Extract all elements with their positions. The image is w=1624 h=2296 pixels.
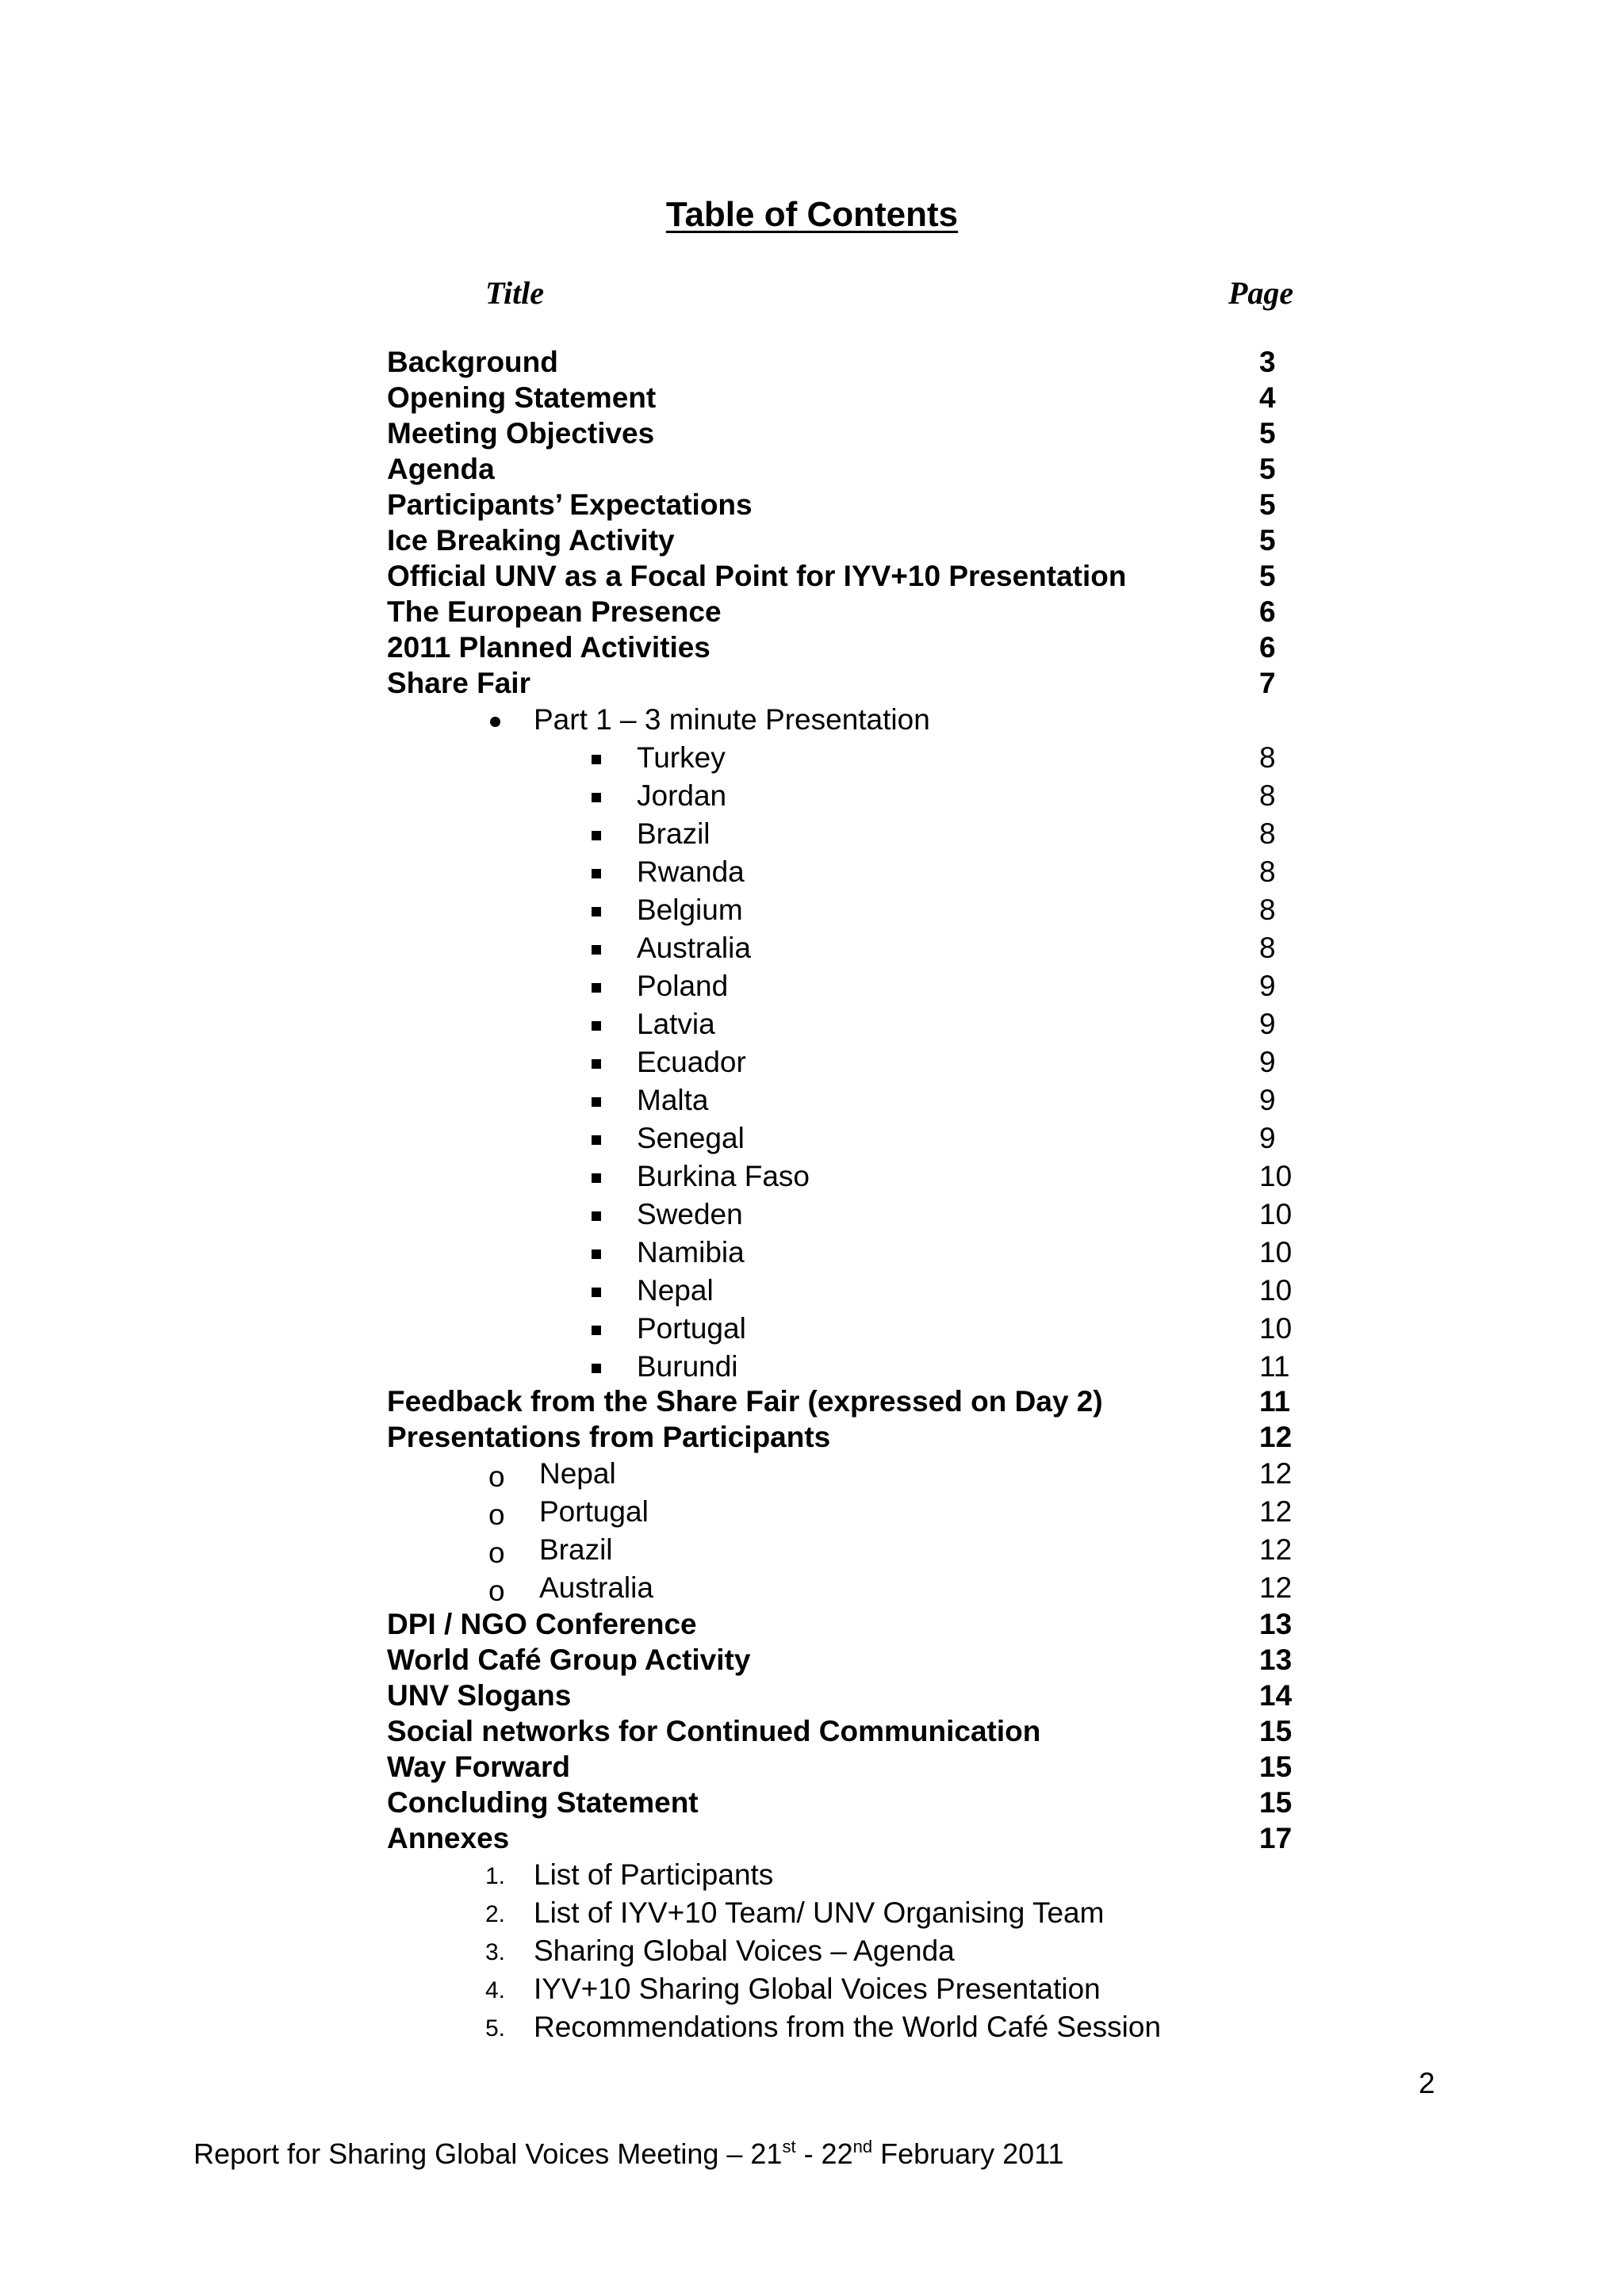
square-bullet-icon [592, 983, 601, 993]
list-number: 2. [485, 1901, 506, 1927]
toc-entry-page: 5 [1259, 453, 1276, 485]
toc-entry-title: Ecuador [637, 1046, 746, 1078]
toc-entry-page: 12 [1259, 1571, 1293, 1604]
toc-entry [0, 1122, 1624, 1160]
toc-entry-page: 9 [1259, 1084, 1276, 1116]
toc-entry-title: Sharing Global Voices – Agenda [534, 1934, 955, 1967]
toc-entry-title: Share Fair [387, 667, 530, 699]
toc-entry-page: 8 [1259, 779, 1276, 812]
toc-entry-title: Feedback from the Share Fair (expressed on Day 2) [387, 1385, 1103, 1418]
toc-entry [0, 1350, 1624, 1388]
toc-entry-page: 5 [1259, 560, 1276, 592]
square-bullet-icon [592, 1288, 601, 1297]
toc-entry [0, 1973, 1624, 2011]
toc-entry-page: 3 [1259, 346, 1276, 378]
toc-entry [0, 1608, 1624, 1646]
toc-entry-page: 10 [1259, 1198, 1293, 1230]
toc-entry [0, 1715, 1624, 1753]
toc-entry [0, 932, 1624, 970]
toc-entry [0, 741, 1624, 779]
toc-entry [0, 381, 1624, 419]
toc-entry-title: List of Participants [534, 1858, 774, 1891]
list-number: 1. [485, 1863, 506, 1889]
toc-entry-page: 8 [1259, 741, 1276, 774]
toc-entry [0, 703, 1624, 741]
toc-entry-title: List of IYV+10 Team/ UNV Organising Team [534, 1896, 1105, 1929]
footer-middle: - 22 [795, 2137, 853, 2170]
toc-entry-title: Australia [637, 932, 751, 964]
square-bullet-icon [592, 1173, 601, 1183]
toc-entry [0, 560, 1624, 598]
toc-entry-title: Background [387, 346, 558, 378]
toc-entry-title: Malta [637, 1084, 709, 1116]
hollow-bullet-icon: o [488, 1536, 505, 1569]
toc-entry-title: Part 1 – 3 minute Presentation [534, 703, 930, 736]
toc-entry-page: 12 [1259, 1421, 1293, 1453]
toc-entry [0, 453, 1624, 491]
toc-entry-title: Burkina Faso [637, 1160, 810, 1192]
toc-entry-page: 9 [1259, 1008, 1276, 1040]
toc-entry [0, 524, 1624, 562]
toc-entry-page: 10 [1259, 1160, 1293, 1192]
toc-entry [0, 1236, 1624, 1274]
title-column-header: Title [485, 275, 545, 311]
toc-entry [0, 631, 1624, 669]
toc-entry [0, 1822, 1624, 1860]
toc-entry-page: 17 [1259, 1822, 1293, 1854]
toc-entry-title: Meeting Objectives [387, 417, 655, 450]
toc-entry-page: 7 [1259, 667, 1276, 699]
toc-entry [0, 1896, 1624, 1934]
toc-entry-title: UNV Slogans [387, 1679, 572, 1712]
square-bullet-icon [592, 1135, 601, 1145]
toc-entry-title: Ice Breaking Activity [387, 524, 675, 557]
toc-entry [0, 1751, 1624, 1789]
toc-entry-page: 8 [1259, 817, 1276, 850]
square-bullet-icon [592, 755, 601, 764]
toc-entry-title: Portugal [637, 1312, 746, 1345]
toc-entry-title: Brazil [539, 1533, 613, 1566]
toc-entry [0, 855, 1624, 894]
toc-entry [0, 1046, 1624, 1084]
toc-entry-page: 15 [1259, 1751, 1293, 1783]
list-number: 3. [485, 1939, 506, 1965]
toc-entry-title: Concluding Statement [387, 1786, 699, 1819]
square-bullet-icon [592, 1097, 601, 1107]
square-bullet-icon [592, 907, 601, 916]
square-bullet-icon [592, 1021, 601, 1031]
toc-entry-title: Portugal [539, 1495, 649, 1528]
toc-entry-page: 11 [1259, 1350, 1290, 1383]
square-bullet-icon [592, 869, 601, 878]
toc-entry-page: 11 [1259, 1385, 1291, 1418]
toc-entry-title: Namibia [637, 1236, 745, 1269]
toc-entry-title: Social networks for Continued Communication [387, 1715, 1041, 1747]
toc-entry-title: Annexes [387, 1822, 510, 1854]
toc-entry-page: 15 [1259, 1715, 1293, 1747]
page-footer [193, 2137, 1064, 2171]
square-bullet-icon [592, 1249, 601, 1259]
toc-entry-page: 5 [1259, 417, 1276, 450]
toc-entry [0, 417, 1624, 455]
toc-entry-title: Latvia [637, 1008, 715, 1040]
toc-entry [0, 1160, 1624, 1198]
square-bullet-icon [592, 1211, 601, 1221]
toc-entry-page: 15 [1259, 1786, 1293, 1819]
toc-entry [0, 817, 1624, 855]
list-number: 4. [485, 1977, 506, 2003]
toc-entry-title: Rwanda [637, 855, 745, 888]
toc-entry-title: Belgium [637, 894, 743, 926]
toc-entry-title: Nepal [637, 1274, 714, 1307]
toc-entry-page: 8 [1259, 932, 1276, 964]
toc-entry [0, 1533, 1624, 1571]
toc-entry [0, 1495, 1624, 1533]
toc-entry-title: Nepal [539, 1457, 616, 1490]
toc-entry [0, 346, 1624, 384]
footer-sup-nd: nd [852, 2137, 873, 2156]
list-number: 5. [485, 2015, 506, 2042]
toc-entry-title: Brazil [637, 817, 710, 850]
toc-entry-page: 4 [1259, 381, 1276, 414]
toc-entry [0, 1008, 1624, 1046]
toc-entry [0, 2011, 1624, 2049]
toc-entry-page: 9 [1259, 970, 1276, 1002]
toc-entry-page: 8 [1259, 894, 1276, 926]
toc-entry [0, 1421, 1624, 1459]
toc-entry [0, 667, 1624, 705]
square-bullet-icon [592, 945, 601, 955]
toc-entry [0, 1457, 1624, 1495]
toc-entry [0, 1571, 1624, 1609]
footer-suffix: February 2011 [872, 2137, 1064, 2170]
toc-entry-title: Poland [637, 970, 729, 1002]
toc-entry [0, 488, 1624, 526]
toc-entry [0, 1274, 1624, 1312]
hollow-bullet-icon: o [488, 1575, 505, 1607]
toc-entry-page: 6 [1259, 595, 1276, 628]
toc-entry-page: 6 [1259, 631, 1276, 664]
toc-entry-title: Sweden [637, 1198, 743, 1230]
square-bullet-icon [592, 1059, 601, 1069]
footer-prefix: Report for Sharing Global Voices Meeting – 21 [193, 2137, 783, 2170]
hollow-bullet-icon: o [488, 1460, 505, 1493]
toc-entry [0, 1312, 1624, 1350]
toc-entry-page: 10 [1259, 1312, 1293, 1345]
toc-entry [0, 1786, 1624, 1824]
toc-entry [0, 1385, 1624, 1423]
page-column-header: Page [1228, 275, 1294, 311]
toc-entry-page: 12 [1259, 1533, 1293, 1566]
page-number: 2 [1419, 2067, 1435, 2099]
toc-entry-page: 5 [1259, 488, 1276, 521]
toc-entry-page: 9 [1259, 1046, 1276, 1078]
toc-entry-title: Jordan [637, 779, 727, 812]
toc-entry-title: Official UNV as a Focal Point for IYV+10 Presentation [387, 560, 1127, 592]
toc-entry-page: 10 [1259, 1274, 1293, 1307]
square-bullet-icon [592, 1326, 601, 1335]
toc-entry-title: Turkey [637, 741, 726, 774]
toc-entry-title: Way Forward [387, 1751, 570, 1783]
toc-entry-title: Senegal [637, 1122, 745, 1154]
toc-entry-title: Australia [539, 1571, 653, 1604]
toc-entry-title: Recommendations from the World Café Session [534, 2011, 1162, 2043]
toc-entry-page: 9 [1259, 1122, 1276, 1154]
toc-entry-page: 12 [1259, 1457, 1293, 1490]
toc-entry-page: 8 [1259, 855, 1276, 888]
toc-entry-title: Presentations from Participants [387, 1421, 831, 1453]
toc-entry-page: 13 [1259, 1644, 1293, 1676]
toc-entry-title: IYV+10 Sharing Global Voices Presentation [534, 1973, 1101, 2005]
toc-entry [0, 1858, 1624, 1896]
page-title: Table of Contents [665, 195, 959, 234]
toc-entry [0, 1084, 1624, 1122]
toc-entry-title: 2011 Planned Activities [387, 631, 710, 664]
toc-entry-title: DPI / NGO Conference [387, 1608, 697, 1640]
square-bullet-icon [592, 1364, 601, 1373]
toc-entry-page: 5 [1259, 524, 1276, 557]
toc-entry-title: Opening Statement [387, 381, 657, 414]
toc-entry-title: The European Presence [387, 595, 722, 628]
toc-entry [0, 1679, 1624, 1717]
toc-entry [0, 595, 1624, 633]
toc-entry-page: 10 [1259, 1236, 1293, 1269]
square-bullet-icon [592, 793, 601, 802]
toc-entry-page: 12 [1259, 1495, 1293, 1528]
toc-entry-title: Burundi [637, 1350, 738, 1383]
square-bullet-icon [592, 831, 601, 840]
toc-entry-page: 13 [1259, 1608, 1293, 1640]
hollow-bullet-icon: o [488, 1498, 505, 1531]
footer-sup-st: st [782, 2137, 796, 2156]
toc-entry [0, 1934, 1624, 1973]
toc-entry-title: Participants’ Expectations [387, 488, 753, 521]
toc-entry-title: Agenda [387, 453, 495, 485]
bullet-icon [490, 717, 500, 727]
toc-entry [0, 1644, 1624, 1682]
toc-entry [0, 894, 1624, 932]
toc-entry [0, 779, 1624, 817]
toc-entry-title: World Café Group Activity [387, 1644, 751, 1676]
toc-entry [0, 1198, 1624, 1236]
toc-entry-page: 14 [1259, 1679, 1293, 1712]
toc-entry [0, 970, 1624, 1008]
